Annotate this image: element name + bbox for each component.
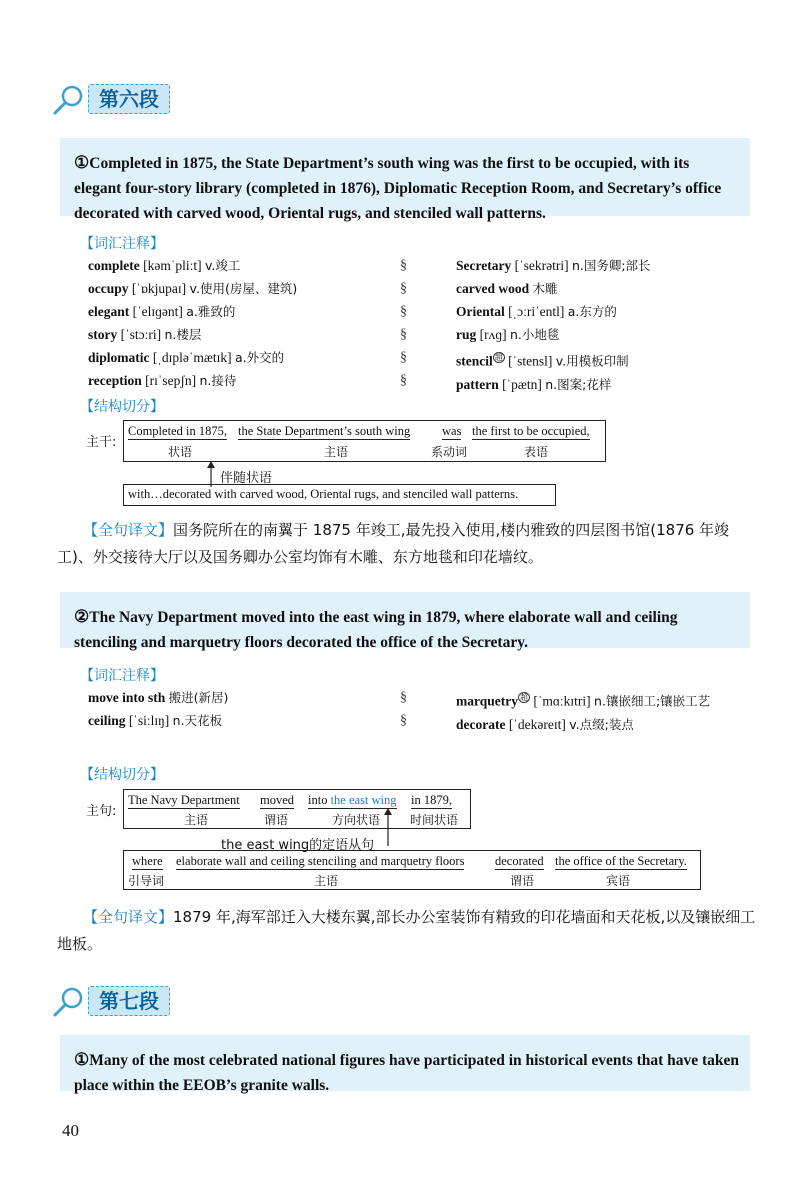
vocab-word: Secretary <box>456 258 512 273</box>
vocab-list-left <box>88 254 388 392</box>
vocab-item <box>456 373 766 396</box>
segment-role: 系动词 <box>431 445 468 459</box>
segment-role: 方向状语 <box>332 813 381 827</box>
vocab-item <box>88 323 388 346</box>
vocab-word: decorate <box>456 716 506 732</box>
segment: elaborate wall and ceiling stenciling and marquetry floors <box>176 854 465 868</box>
vocab-list-right <box>456 254 766 396</box>
vocab-word: move into sth <box>88 690 166 705</box>
vocab-definition: n.天花板 <box>172 713 223 728</box>
page-number: 40 <box>62 1121 79 1140</box>
sentence-block <box>60 592 750 651</box>
segment: The Navy Department <box>128 793 240 807</box>
vocab-definition: n.接待 <box>199 373 237 388</box>
vocab-definition: v.竣工 <box>204 258 241 273</box>
vocab-definition: n.镶嵌细工;镶嵌工艺 <box>594 693 711 709</box>
vocab-phonetic: [ˈpætn] <box>498 376 546 392</box>
segment-role: 主语 <box>314 874 339 888</box>
vocab-item <box>456 346 766 373</box>
segment: moved <box>260 793 295 807</box>
segment-role: 时间状语 <box>410 813 459 827</box>
segment: the office of the Secretary. <box>555 854 687 868</box>
vocab-definition: v.点缀;装点 <box>569 716 634 732</box>
structure-box <box>123 420 606 462</box>
vocab-phonetic: [ˌdɪpləˈmætɪk] <box>149 350 235 365</box>
vocab-word: complete <box>88 258 140 273</box>
magnifier-icon <box>52 984 86 1018</box>
segment: with…decorated with carved wood, Oriental rugs, and stenciled wall patterns. <box>128 487 519 501</box>
segment-role: 引导词 <box>128 874 165 888</box>
segment: decorated <box>495 854 544 868</box>
structure-head: 主干: <box>86 435 117 450</box>
structure-box <box>123 484 556 506</box>
segment-role: 主语 <box>324 445 349 459</box>
vocab-list-left <box>88 686 388 732</box>
vocab-phonetic: [ˈstɔːri] <box>117 327 165 342</box>
translation-label: 【全句译文】 <box>83 908 174 926</box>
vocab-phonetic: [ˈɒkjupaɪ] <box>128 281 190 296</box>
translation-label: 【全句译文】 <box>83 521 174 539</box>
vocab-item <box>456 277 766 300</box>
vocab-item <box>88 300 388 323</box>
sentence-number: ① <box>74 153 90 172</box>
segment: the State Department’s south wing <box>238 424 411 438</box>
sentence-block <box>60 1035 750 1094</box>
vocab-word: diplomatic <box>88 350 150 365</box>
vocab-definition: a.东方的 <box>567 304 617 319</box>
vocab-item <box>88 277 388 300</box>
vocab-definition: n.国务卿;部长 <box>571 258 651 273</box>
vocab-item <box>456 300 766 323</box>
segment: the first to be occupied, <box>472 424 590 438</box>
vocab-definition: v.用模板印制 <box>555 353 629 369</box>
vocab-definition: 搬进(新居) <box>168 690 229 705</box>
translation-text: 国务院所在的南翼于 1875 年竣工,最先投入使用,楼内雅致的四层图书馆(1876 年竣工)、外交接待大厅以及国务卿办公室均饰有木雕、东方地毯和印花墙纹。 <box>57 521 730 566</box>
vocab-phonetic: [ˈsekrətri] <box>511 258 572 273</box>
vocab-item <box>88 369 388 392</box>
vocab-item <box>88 254 388 277</box>
vocab-definition: v.使用(房屋、建筑) <box>189 281 298 296</box>
magnifier-icon <box>52 82 86 116</box>
vocab-definition: a.外交的 <box>235 350 285 365</box>
translation <box>57 517 757 571</box>
sentence-text: The Navy Department moved into the east wing in 1879, where elaborate wall and ceiling stenciling and marquetry floors decorated the office of the Secretary. <box>74 609 678 651</box>
vocab-definition: n.图案;花样 <box>545 376 612 392</box>
vocab-phonetic: [rɪˈsepʃn] <box>141 373 200 388</box>
sentence-number: ② <box>74 607 90 626</box>
vocab-phonetic: [ˈelɪɡənt] <box>129 304 187 319</box>
segment: Completed in 1875, <box>128 424 227 438</box>
vocab-item <box>88 686 388 709</box>
vocab-label: 【词汇注释】 <box>80 236 164 252</box>
vocab-item <box>456 686 766 713</box>
segment-highlight: the east wing <box>330 793 397 807</box>
vocab-definition: 木雕 <box>532 281 558 296</box>
vocab-definition: a.雅致的 <box>186 304 236 319</box>
vocab-phonetic: [ˈsiːlɪŋ] <box>125 713 173 728</box>
vocab-word: stencil <box>456 353 493 369</box>
segment: was <box>442 424 462 438</box>
structure-label: 【结构切分】 <box>80 767 164 783</box>
vocab-word: Oriental <box>456 304 505 319</box>
vocab-phonetic: [ˌɔːriˈentl] <box>504 304 568 319</box>
vocab-word: pattern <box>456 376 499 392</box>
vocab-item <box>88 346 388 369</box>
segment-role: 宾语 <box>606 874 631 888</box>
vocab-item <box>456 254 766 277</box>
segment-role: 谓语 <box>510 874 535 888</box>
structure-box <box>123 789 471 829</box>
vocab-phonetic: [rʌɡ] <box>476 327 510 342</box>
translation-text: 1879 年,海军部迁入大楼东翼,部长办公室装饰有精致的印花墙面和天花板,以及镶嵌细工地板。 <box>57 908 756 953</box>
segment-role: 主语 <box>184 813 209 827</box>
vocab-label: 【词汇注释】 <box>80 668 164 684</box>
section-title: 第七段 <box>88 986 170 1016</box>
vocab-word: ceiling <box>88 713 126 728</box>
vocab-word: carved wood <box>456 281 530 296</box>
segment: into <box>308 793 331 807</box>
vocab-item <box>456 323 766 346</box>
vocab-word: story <box>88 327 118 342</box>
structure-box <box>123 850 701 890</box>
section-title: 第六段 <box>88 84 170 114</box>
sentence-number: ① <box>74 1050 90 1069</box>
vocab-word: rug <box>456 327 477 342</box>
vocab-item <box>456 713 766 736</box>
segment: in 1879, <box>411 793 452 807</box>
vocab-phonetic: [ˈmɑːkɪtri] <box>530 693 595 709</box>
sentence-text: Many of the most celebrated national figures have participated in historical events that have taken place within the EEOB’s granite walls. <box>74 1052 740 1094</box>
segment: where <box>132 854 163 868</box>
vocab-phonetic: [kəmˈpliːt] <box>139 258 205 273</box>
wavy-divider: § § § § § § <box>400 258 407 388</box>
translation <box>57 904 757 958</box>
structure-label: 【结构切分】 <box>80 399 164 415</box>
segment-role: 状语 <box>168 445 193 459</box>
arrow-icon <box>382 808 394 846</box>
vocab-word: occupy <box>88 281 129 296</box>
segment-role: 谓语 <box>264 813 289 827</box>
sentence-block <box>60 138 750 222</box>
structure-head: 主句: <box>86 804 117 819</box>
vocab-list-right <box>456 686 766 736</box>
vocab-word: reception <box>88 373 142 388</box>
arrow-label: the east wing的定语从句 <box>221 838 375 853</box>
vocab-word: marquetry <box>456 693 518 709</box>
vocab-phonetic: [ˈdekəreɪt] <box>505 716 570 732</box>
vocab-definition: n.小地毯 <box>510 327 560 342</box>
vocab-phonetic: [ˈstensl] <box>504 353 556 369</box>
vocab-word: elegant <box>88 304 130 319</box>
section-header <box>52 980 182 1020</box>
wavy-divider: § § <box>400 690 407 728</box>
vocab-super-badge: 超 <box>494 353 503 362</box>
vocab-definition: n.楼层 <box>164 327 202 342</box>
section-header <box>52 78 182 118</box>
sentence-text: Completed in 1875, the State Department’s south wing was the first to be occupied, with its elegant four-story library (completed in 1876), Diplomatic Reception Room, and Secretary’s office decorated with carved wood, Oriental rugs, and stenciled wall patterns. <box>74 155 722 222</box>
segment-role: 表语 <box>524 445 549 459</box>
arrow-label: 伴随状语 <box>220 471 273 486</box>
vocab-item <box>88 709 388 732</box>
vocab-super-badge: 超 <box>520 693 528 702</box>
